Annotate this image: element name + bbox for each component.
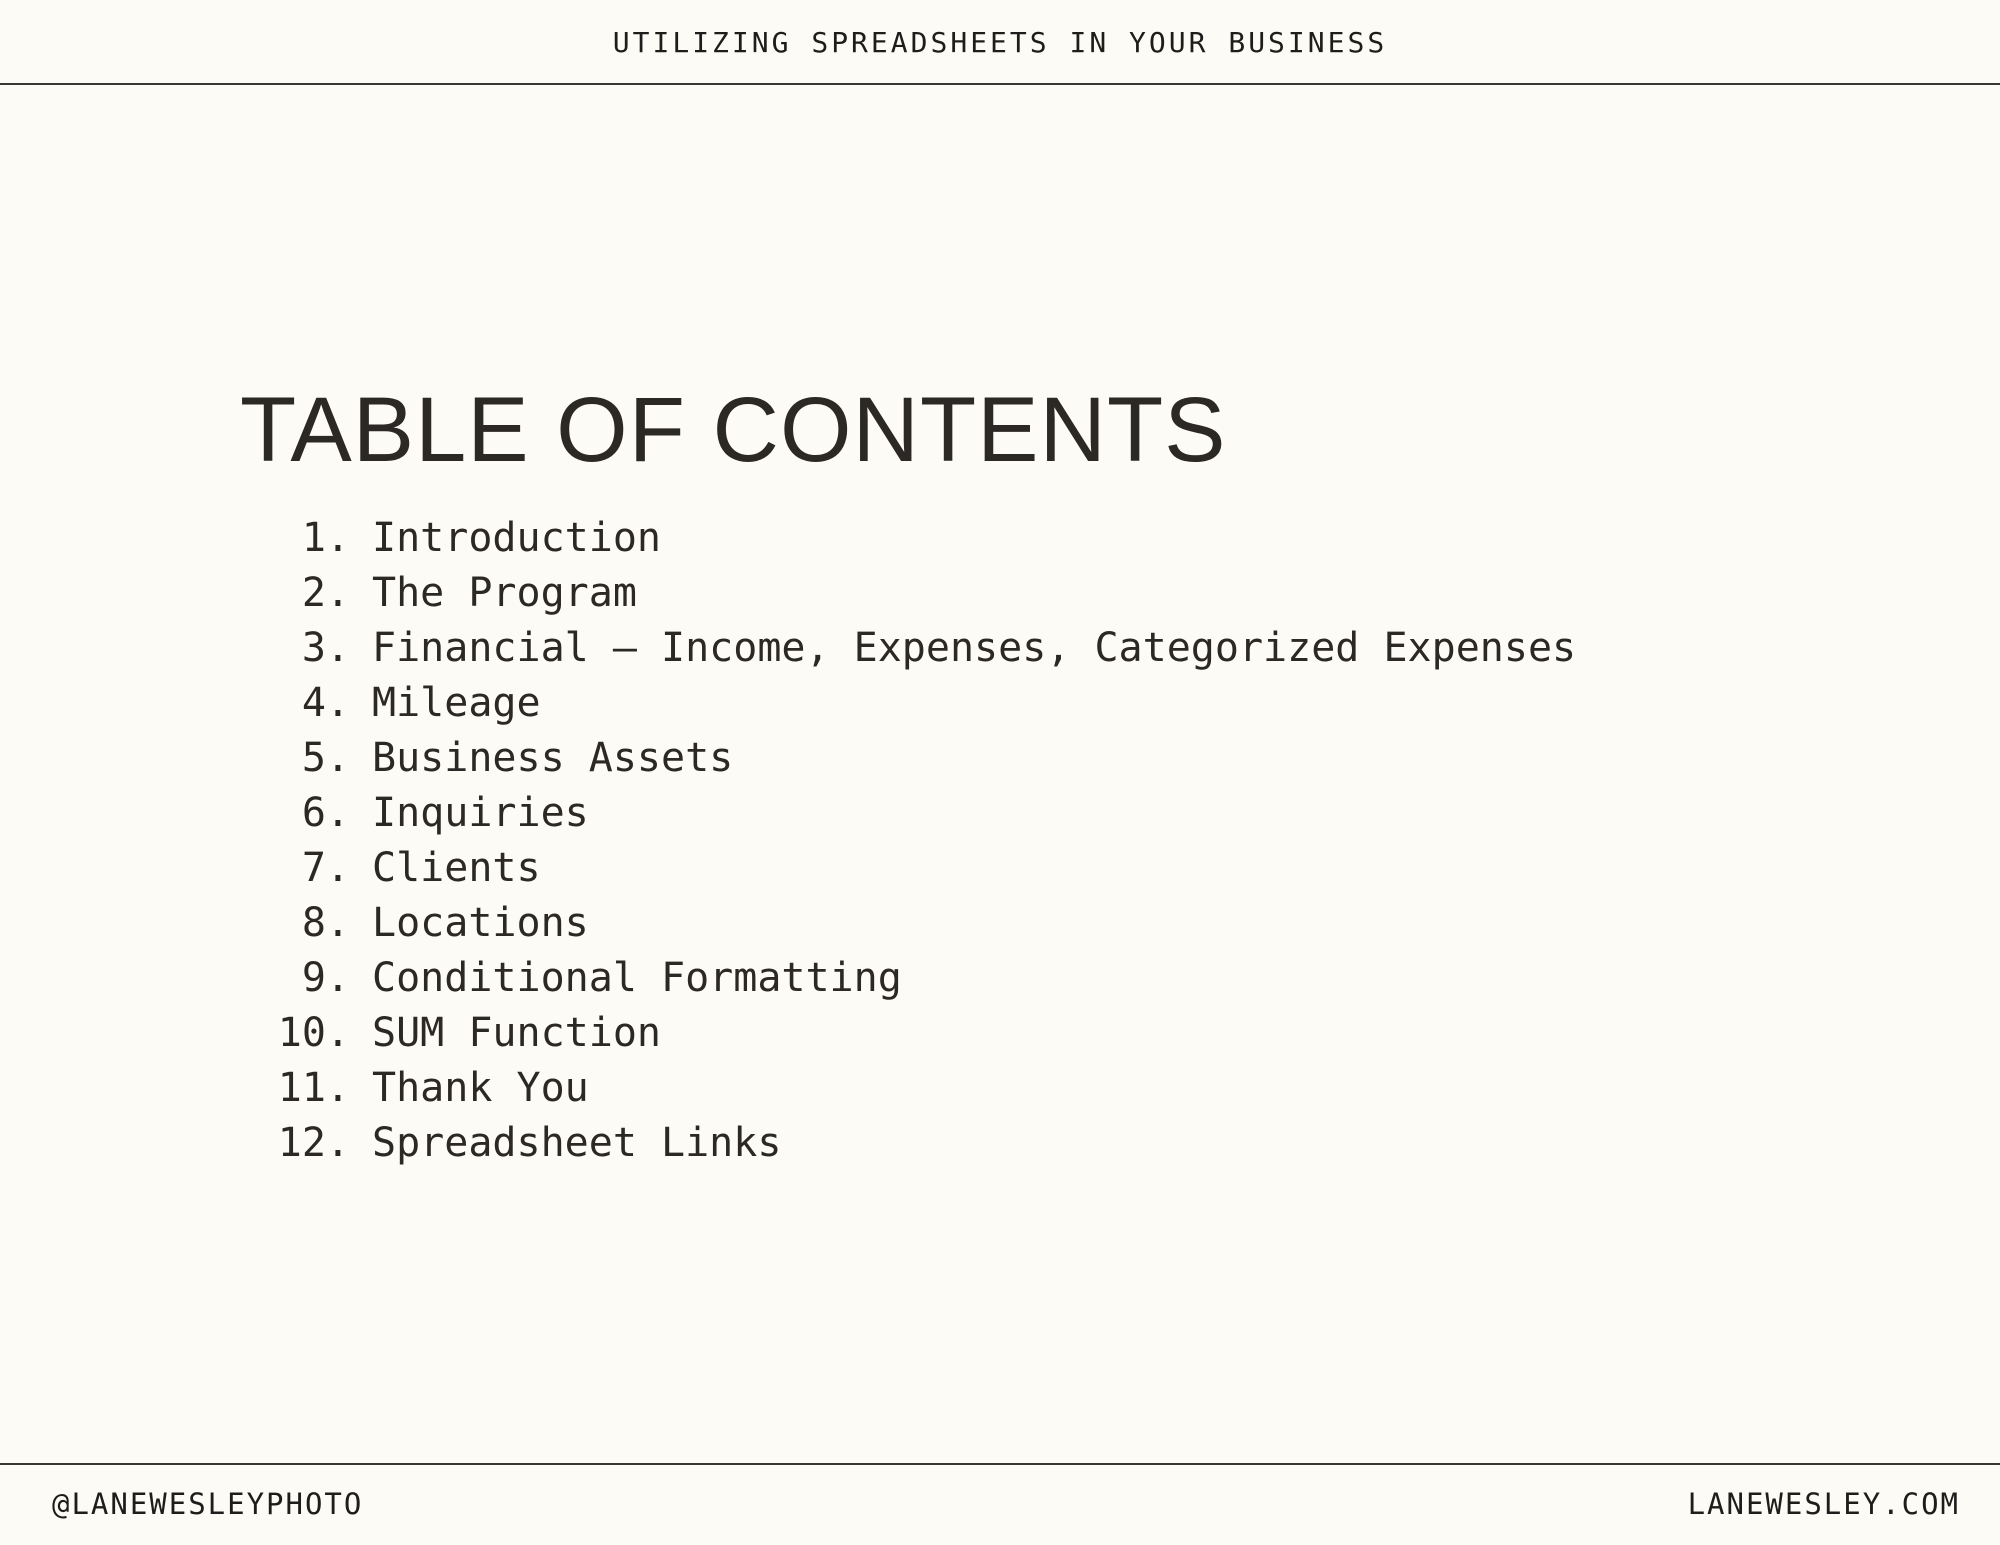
toc-item-number: 5. xyxy=(301,735,350,781)
toc-item-number: 1. xyxy=(301,515,350,561)
toc-item-spreadsheet-links xyxy=(270,1116,1576,1171)
toc-item-inquiries xyxy=(270,786,1576,841)
toc-heading: TABLE OF CONTENTS xyxy=(240,379,1227,481)
page-header xyxy=(0,0,2000,85)
page-footer xyxy=(0,1463,2000,1545)
toc-item-label: Business Assets xyxy=(372,735,734,781)
toc-item-locations xyxy=(270,896,1576,951)
toc-item-conditional-formatting xyxy=(270,951,1576,1006)
toc-item-number: 12. xyxy=(277,1120,350,1166)
toc-item-label: Conditional Formatting xyxy=(372,955,902,1001)
toc-item-number: 4. xyxy=(301,680,350,726)
toc-item-introduction xyxy=(270,511,1576,566)
toc-item-number: 11. xyxy=(277,1065,350,1111)
toc-item-label: Inquiries xyxy=(372,790,589,836)
toc-item-label: SUM Function xyxy=(372,1010,661,1056)
toc-item-label: Locations xyxy=(372,900,589,946)
toc-item-thank-you xyxy=(270,1061,1576,1116)
toc-item-mileage xyxy=(270,676,1576,731)
toc-item-number: 3. xyxy=(301,625,350,671)
social-handle: @LANEWESLEYPHOTO xyxy=(52,1487,364,1521)
document-title: UTILIZING SPREADSHEETS IN YOUR BUSINESS xyxy=(612,26,1388,59)
toc-item-number: 8. xyxy=(301,900,350,946)
toc-list xyxy=(270,511,1576,1171)
website-url: LANEWESLEY.COM xyxy=(1687,1487,1960,1521)
toc-item-the-program xyxy=(270,566,1576,621)
toc-item-number: 7. xyxy=(301,845,350,891)
toc-item-label: Thank You xyxy=(372,1065,589,1111)
toc-item-label: Spreadsheet Links xyxy=(372,1120,782,1166)
toc-item-sum-function xyxy=(270,1006,1576,1061)
toc-item-number: 10. xyxy=(277,1010,350,1056)
toc-item-clients xyxy=(270,841,1576,896)
toc-item-business-assets xyxy=(270,731,1576,786)
toc-item-label: Financial – Income, Expenses, Categorized Expenses xyxy=(372,625,1577,671)
toc-item-number: 9. xyxy=(301,955,350,1001)
toc-item-number: 6. xyxy=(301,790,350,836)
toc-item-label: Clients xyxy=(372,845,541,891)
toc-item-financial xyxy=(270,621,1576,676)
toc-item-label: Mileage xyxy=(372,680,541,726)
toc-item-number: 2. xyxy=(301,570,350,616)
toc-item-label: Introduction xyxy=(372,515,661,561)
toc-item-label: The Program xyxy=(372,570,637,616)
